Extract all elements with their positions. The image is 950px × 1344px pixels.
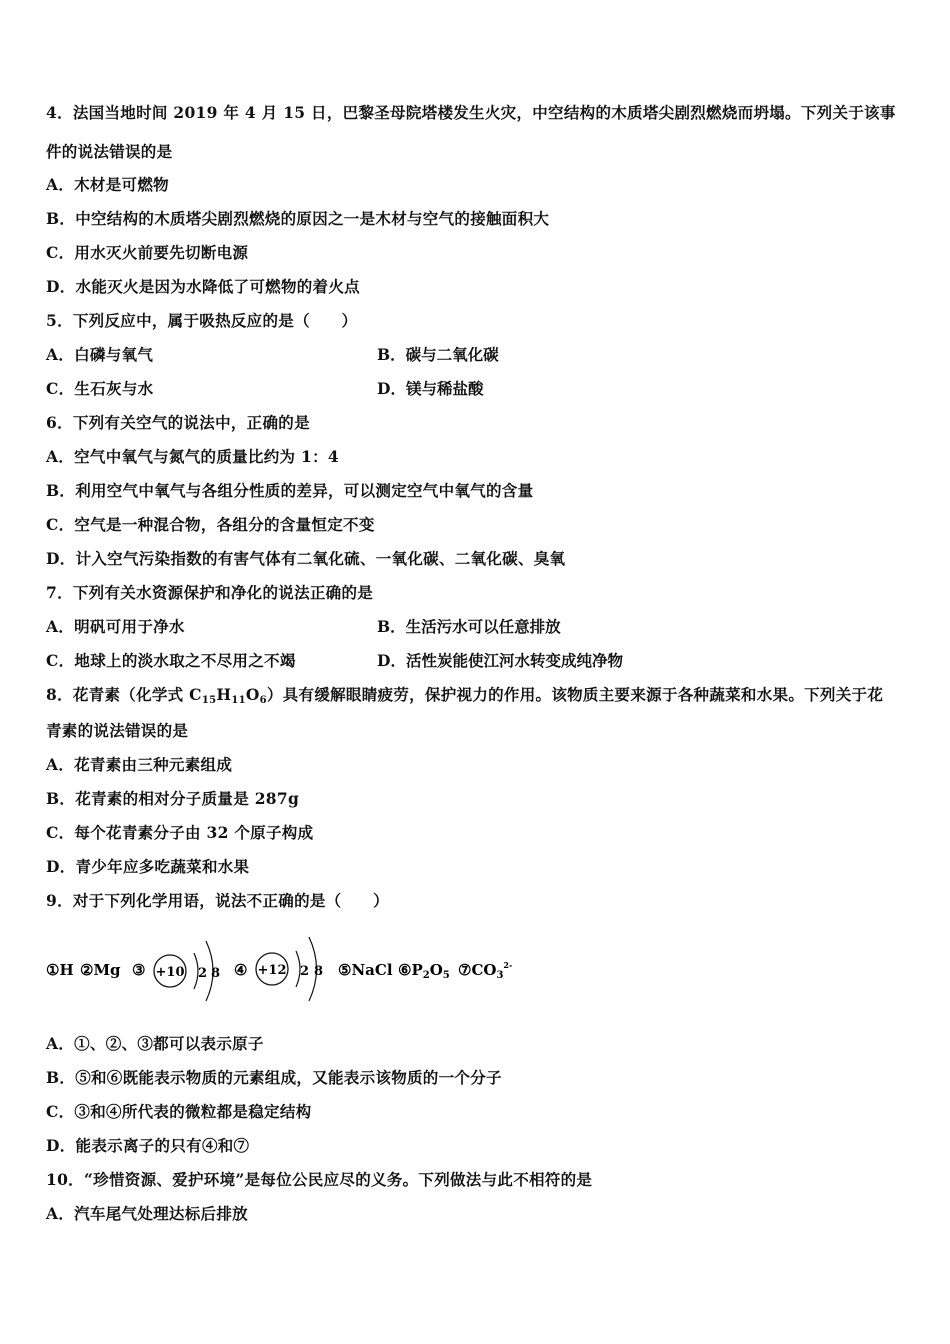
- q6-option-d: D．计入空气污染指数的有害气体有二氧化硫、一氧化碳、二氧化碳、臭氧: [46, 549, 566, 568]
- symbol-4-marker: ④: [234, 961, 248, 979]
- q6-option-a: A．空气中氧气与氮气的质量比约为 1：4: [46, 447, 339, 466]
- q7-option-d: D．活性炭能使江河水转变成纯净物: [377, 651, 623, 670]
- nucleus-3-charge: +10: [155, 965, 185, 980]
- q4-option-a: A．木材是可燃物: [46, 175, 169, 194]
- electron-shell-4b: 8: [314, 964, 324, 979]
- q4-option-b: B．中空结构的木质塔尖剧烈燃烧的原因之一是木材与空气的接触面积大: [46, 209, 550, 228]
- atom-structure-diagram-4: [256, 937, 323, 1001]
- q9-stem: 9．对于下列化学用语，说法不正确的是（ ）: [46, 891, 389, 910]
- q8-stem-line1: 8．花青素（化学式 $C_{15}H_{11}O_6$）具有缓解眼睛疲劳，保护视力的作用。该物质主要来源于各种蔬菜和水果。下列关于花: [46, 685, 884, 706]
- electron-shell-3a: 2: [198, 966, 208, 981]
- q9-option-d: D．能表示离子的只有④和⑦: [46, 1136, 250, 1155]
- q5-option-d: D．镁与稀盐酸: [377, 379, 484, 398]
- q6-stem: 6．下列有关空气的说法中，正确的是: [46, 413, 310, 432]
- q7-stem: 7．下列有关水资源保护和净化的说法正确的是: [46, 583, 374, 602]
- q4-stem-line1: 4．法国当地时间 2019 年 4 月 15 日，巴黎圣母院塔楼发生火灾，中空结构的木质塔尖剧烈燃烧而坍塌。下列关于该事: [46, 103, 896, 122]
- q7-option-a: A．明矾可用于净水: [46, 617, 185, 636]
- q7-option-b: B．生活污水可以任意排放: [377, 617, 561, 636]
- atom-structure-diagram-3: [154, 941, 220, 1001]
- q6-option-b: B．利用空气中氧气与各组分性质的差异，可以测定空气中氧气的含量: [46, 481, 534, 500]
- q5-stem: 5．下列反应中，属于吸热反应的是（ ）: [46, 311, 358, 330]
- electron-shell-3b: 8: [211, 966, 221, 981]
- q4-option-c: C．用水灭火前要先切断电源: [46, 243, 249, 262]
- electron-shell-4a: 2: [300, 964, 310, 979]
- q6-option-c: C．空气是一种混合物，各组分的含量恒定不变: [46, 515, 375, 534]
- q9-option-b: B．⑤和⑥既能表示物质的元素组成，又能表示该物质的一个分子: [46, 1068, 502, 1087]
- symbol-p2o5: $⑥P_2O_5$: [398, 961, 450, 981]
- q4-option-d: D．水能灭火是因为水降低了可燃物的着火点: [46, 277, 360, 296]
- q8-option-d: D．青少年应多吃蔬菜和水果: [46, 857, 250, 876]
- q10-stem: 10．“珍惜资源、爱护环境”是每位公民应尽的义务。下列做法与此不相符的是: [46, 1170, 593, 1189]
- q5-option-b: B．碳与二氧化碳: [377, 345, 499, 364]
- symbol-h: ①H: [46, 961, 74, 979]
- q5-option-c: C．生石灰与水: [46, 379, 154, 398]
- q8-stem-line2: 青素的说法错误的是: [46, 721, 189, 740]
- q8-option-b: B．花青素的相对分子质量是 287g: [46, 789, 300, 808]
- q4-stem-line2: 件的说法错误的是: [46, 142, 173, 161]
- q10-option-a: A．汽车尾气处理达标后排放: [46, 1204, 248, 1223]
- nucleus-4-charge: +12: [257, 963, 287, 978]
- q9-option-c: C．③和④所代表的微粒都是稳定结构: [46, 1102, 312, 1121]
- q5-option-a: A．白磷与氧气: [46, 345, 154, 364]
- symbol-nacl: ⑤NaCl: [338, 961, 393, 979]
- q9-chemical-symbols: [46, 925, 606, 1015]
- symbol-mg: ②Mg: [80, 961, 121, 979]
- q8-option-c: C．每个花青素分子由 32 个原子构成: [46, 823, 314, 842]
- symbol-3-marker: ③: [132, 961, 146, 979]
- q7-option-c: C．地球上的淡水取之不尽用之不竭: [46, 651, 296, 670]
- q9-option-a: A．①、②、③都可以表示原子: [46, 1034, 264, 1053]
- q8-option-a: A．花青素由三种元素组成: [46, 755, 233, 774]
- symbol-co3: $⑦CO_3^{2-}$: [458, 960, 513, 981]
